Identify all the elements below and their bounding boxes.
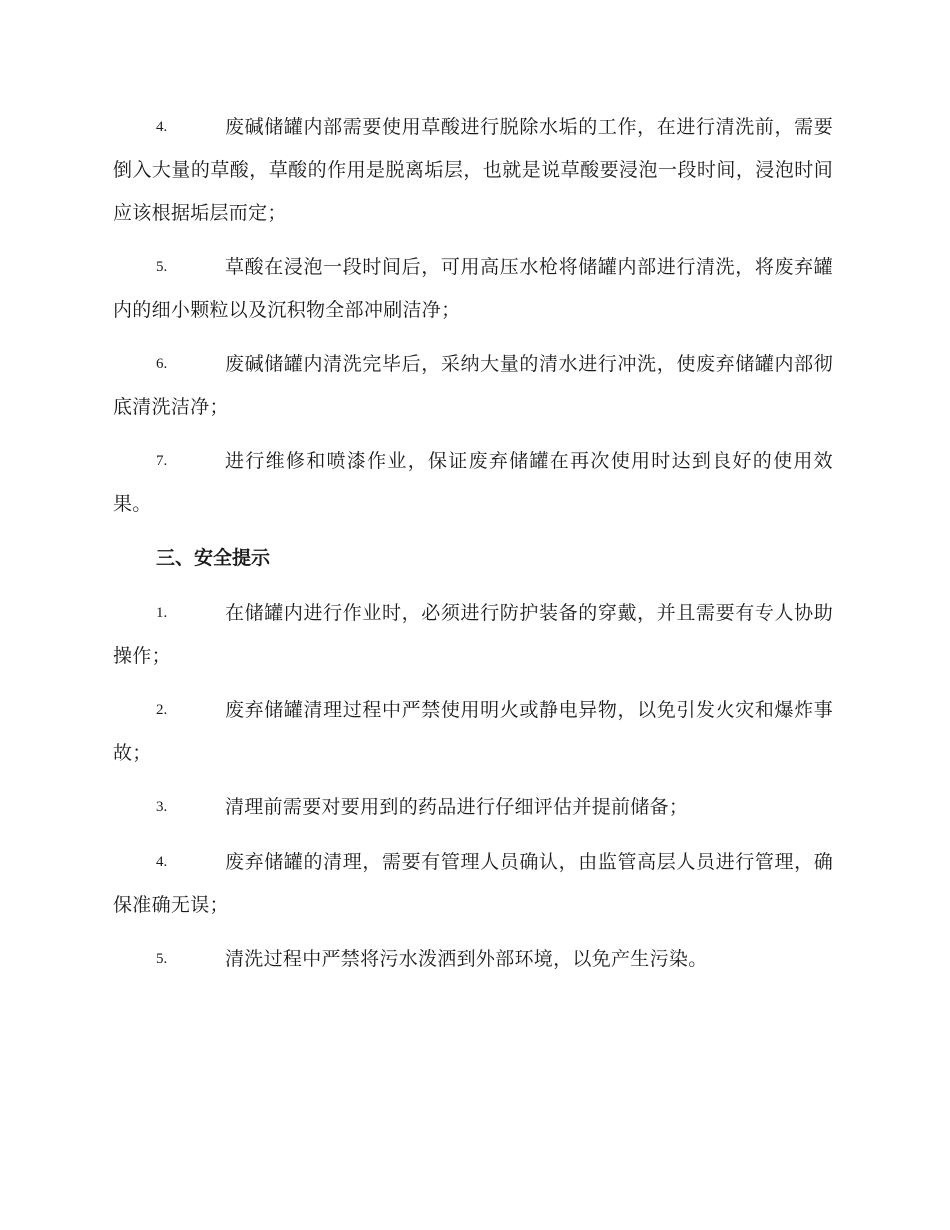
list-item-text: 草酸在浸泡一段时间后，可用高压水枪将储罐内部进行清洗，将废弃罐内的细小颗粒以及沉积物全部冲刷洁净； bbox=[113, 256, 833, 321]
list-item-text: 清洗过程中严禁将污水泼洒到外部环境，以免产生污染。 bbox=[225, 948, 708, 970]
list-item-number: 6. bbox=[156, 356, 168, 372]
list-item bbox=[113, 246, 833, 332]
section-heading: 三、安全提示 bbox=[156, 547, 271, 569]
list-item bbox=[113, 786, 833, 829]
list-item-text: 废弃储罐的清理，需要有管理人员确认，由监管高层人员进行管理，确保准确无误； bbox=[113, 851, 833, 916]
list-item-number: 4. bbox=[156, 854, 168, 870]
list-item bbox=[113, 440, 833, 526]
list-item bbox=[113, 938, 833, 981]
list-item-text: 废碱储罐内部需要使用草酸进行脱除水垢的工作，在进行清洗前，需要倒入大量的草酸，草酸的作用是脱离垢层，也就是说草酸要浸泡一段时间，浸泡时间应该根据垢层而定； bbox=[113, 116, 833, 224]
list-item bbox=[113, 841, 833, 927]
list-item-text: 废弃储罐清理过程中严禁使用明火或静电异物，以免引发火灾和爆炸事故； bbox=[113, 699, 833, 764]
list-item bbox=[113, 592, 833, 678]
list-item-number: 5. bbox=[156, 259, 168, 275]
list-item-text: 清理前需要对要用到的药品进行仔细评估并提前储备； bbox=[225, 796, 689, 818]
list-item-text: 废碱储罐内清洗完毕后，采纳大量的清水进行冲洗，使废弃储罐内部彻底清洗洁净； bbox=[113, 353, 833, 418]
list-item-number: 4. bbox=[156, 119, 168, 135]
list-item bbox=[113, 689, 833, 775]
list-item-text: 进行维修和喷漆作业，保证废弃储罐在再次使用时达到良好的使用效果。 bbox=[113, 450, 833, 515]
list-item-number: 3. bbox=[156, 799, 168, 815]
list-item-number: 7. bbox=[156, 453, 168, 469]
list-item-text: 在储罐内进行作业时，必须进行防护装备的穿戴，并且需要有专人协助操作； bbox=[113, 602, 833, 667]
list-item-number: 1. bbox=[156, 605, 168, 621]
list-item-number: 5. bbox=[156, 951, 168, 967]
list-item bbox=[113, 343, 833, 429]
list-item bbox=[113, 106, 833, 235]
list-item-number: 2. bbox=[156, 702, 168, 718]
